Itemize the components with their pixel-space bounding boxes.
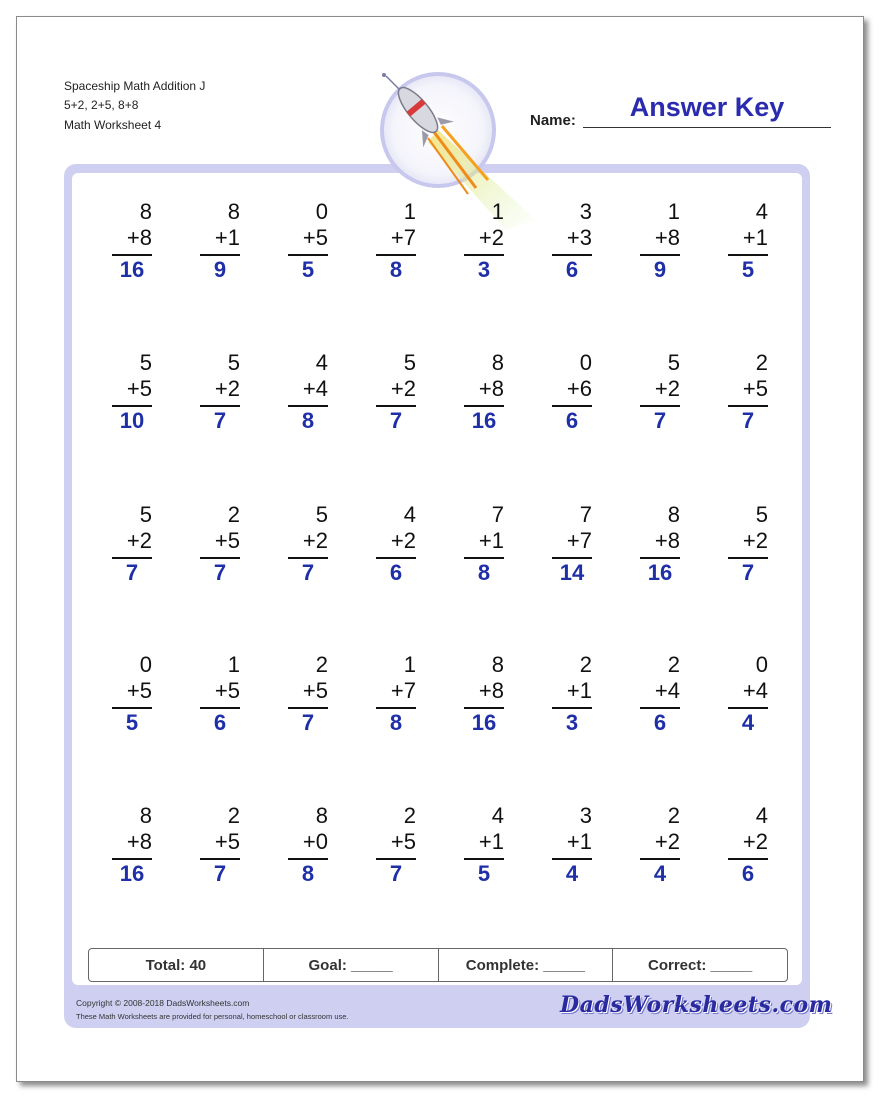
addend-bottom: +6 <box>566 376 592 401</box>
addend-bottom: +8 <box>126 829 152 854</box>
addition-problem <box>728 803 768 887</box>
addend-bottom: +4 <box>654 678 680 703</box>
addend-top: 4 <box>315 350 328 375</box>
addend-bottom: +8 <box>654 225 680 250</box>
sum-line <box>640 707 680 709</box>
addition-problem <box>464 803 504 887</box>
addend-bottom: +0 <box>302 829 328 854</box>
addition-problem <box>464 350 504 434</box>
addend-top: 0 <box>579 350 592 375</box>
addition-problem <box>552 502 592 586</box>
sum-line <box>200 858 240 860</box>
sum-line <box>288 405 328 407</box>
addend-top: 4 <box>755 803 768 828</box>
answer: 9 <box>653 257 667 282</box>
answer: 16 <box>119 861 145 886</box>
addend-bottom: +5 <box>214 829 240 854</box>
answer: 16 <box>471 408 497 433</box>
addend-bottom: +2 <box>214 376 240 401</box>
addend-bottom: +2 <box>302 528 328 553</box>
addend-top: 0 <box>139 652 152 677</box>
addition-problem <box>112 803 152 887</box>
sum-line <box>112 557 152 559</box>
addition-problem <box>200 199 240 283</box>
addition-problem <box>728 652 768 736</box>
addend-top: 0 <box>755 652 768 677</box>
sum-line <box>376 405 416 407</box>
sum-line <box>552 557 592 559</box>
answer: 5 <box>477 861 491 886</box>
answer: 5 <box>301 257 315 282</box>
answer: 7 <box>741 560 755 585</box>
addend-top: 1 <box>667 199 680 224</box>
addend-bottom: +3 <box>566 225 592 250</box>
answer: 16 <box>119 257 145 282</box>
addend-bottom: +4 <box>302 376 328 401</box>
addend-top: 4 <box>403 502 416 527</box>
sum-line <box>640 557 680 559</box>
addend-top: 1 <box>403 652 416 677</box>
answer: 7 <box>213 861 227 886</box>
sum-line <box>728 254 768 256</box>
answer: 16 <box>471 710 497 735</box>
answer: 6 <box>653 710 667 735</box>
addition-problem <box>288 350 328 434</box>
answer: 4 <box>741 710 755 735</box>
addend-top: 7 <box>579 502 592 527</box>
sum-line <box>112 858 152 860</box>
sum-line <box>200 254 240 256</box>
addend-top: 0 <box>315 199 328 224</box>
sum-line <box>288 707 328 709</box>
complete-cell: Complete: _____ <box>439 949 614 981</box>
name-label: Name: <box>530 112 576 129</box>
addition-problem <box>376 199 416 283</box>
answer: 7 <box>389 861 403 886</box>
sum-line <box>464 557 504 559</box>
addend-top: 8 <box>491 652 504 677</box>
answer: 8 <box>389 257 403 282</box>
addition-problem <box>640 350 680 434</box>
addend-bottom: +7 <box>390 225 416 250</box>
addend-top: 2 <box>315 652 328 677</box>
addend-top: 2 <box>227 502 240 527</box>
addition-problem <box>200 803 240 887</box>
sum-line <box>728 557 768 559</box>
addend-top: 5 <box>139 502 152 527</box>
addend-bottom: +1 <box>566 829 592 854</box>
sum-line <box>376 707 416 709</box>
addition-problem <box>552 803 592 887</box>
addend-bottom: +4 <box>742 678 768 703</box>
answer: 7 <box>301 560 315 585</box>
answer: 9 <box>213 257 227 282</box>
addend-top: 2 <box>227 803 240 828</box>
addition-problem <box>464 652 504 736</box>
answer: 7 <box>213 560 227 585</box>
addition-problem <box>640 502 680 586</box>
sum-line <box>376 858 416 860</box>
addend-top: 2 <box>667 652 680 677</box>
answer: 6 <box>213 710 227 735</box>
addend-bottom: +1 <box>566 678 592 703</box>
sum-line <box>728 707 768 709</box>
addend-bottom: +8 <box>654 528 680 553</box>
addend-top: 3 <box>579 199 592 224</box>
addend-bottom: +2 <box>390 528 416 553</box>
worksheet-subtitle: Math Worksheet 4 <box>64 118 162 132</box>
addition-problem <box>288 803 328 887</box>
addend-bottom: +5 <box>126 678 152 703</box>
addend-top: 5 <box>403 350 416 375</box>
sum-line <box>552 405 592 407</box>
addend-bottom: +2 <box>654 829 680 854</box>
addition-problem <box>200 652 240 736</box>
addition-problem <box>640 803 680 887</box>
sum-line <box>200 405 240 407</box>
sum-line <box>640 254 680 256</box>
answer: 3 <box>565 710 579 735</box>
addend-bottom: +1 <box>478 528 504 553</box>
sum-line <box>288 858 328 860</box>
copyright-text: Copyright © 2008-2018 DadsWorksheets.com <box>76 998 250 1008</box>
addition-problem <box>288 199 328 283</box>
answer: 8 <box>301 408 315 433</box>
sum-line <box>464 254 504 256</box>
addend-top: 5 <box>667 350 680 375</box>
answer: 6 <box>565 408 579 433</box>
sum-line <box>200 557 240 559</box>
sum-line <box>552 254 592 256</box>
addend-bottom: +1 <box>742 225 768 250</box>
addition-problem <box>200 502 240 586</box>
sum-line <box>640 858 680 860</box>
addend-bottom: +5 <box>214 528 240 553</box>
addition-problem <box>376 652 416 736</box>
sum-line <box>376 254 416 256</box>
addition-problem <box>288 652 328 736</box>
addend-top: 5 <box>227 350 240 375</box>
answer: 6 <box>389 560 403 585</box>
addition-problem <box>728 502 768 586</box>
addend-top: 8 <box>491 350 504 375</box>
answer: 8 <box>389 710 403 735</box>
addition-problem <box>288 502 328 586</box>
addend-bottom: +2 <box>126 528 152 553</box>
addend-bottom: +2 <box>654 376 680 401</box>
addend-top: 5 <box>139 350 152 375</box>
addition-problem <box>552 199 592 283</box>
addend-bottom: +2 <box>742 528 768 553</box>
addition-problem <box>728 350 768 434</box>
sum-line <box>728 858 768 860</box>
addition-problem <box>552 350 592 434</box>
addend-top: 1 <box>491 199 504 224</box>
sum-line <box>376 557 416 559</box>
addend-bottom: +5 <box>390 829 416 854</box>
addend-top: 8 <box>227 199 240 224</box>
addend-bottom: +7 <box>390 678 416 703</box>
addition-problem <box>112 199 152 283</box>
addend-bottom: +2 <box>742 829 768 854</box>
addend-bottom: +5 <box>126 376 152 401</box>
addend-top: 2 <box>755 350 768 375</box>
addend-top: 8 <box>315 803 328 828</box>
addend-bottom: +7 <box>566 528 592 553</box>
addend-bottom: +2 <box>478 225 504 250</box>
addend-top: 8 <box>139 199 152 224</box>
addend-top: 4 <box>755 199 768 224</box>
addend-top: 5 <box>755 502 768 527</box>
addend-top: 2 <box>403 803 416 828</box>
answer: 4 <box>653 861 667 886</box>
answer: 16 <box>647 560 673 585</box>
sum-line <box>112 405 152 407</box>
addend-bottom: +5 <box>302 225 328 250</box>
answer: 3 <box>477 257 491 282</box>
answer: 4 <box>565 861 579 886</box>
sum-line <box>464 707 504 709</box>
addition-problem <box>376 350 416 434</box>
problem-area <box>72 173 802 985</box>
score-box <box>88 948 788 982</box>
answer: 7 <box>301 710 315 735</box>
addend-top: 4 <box>491 803 504 828</box>
sum-line <box>552 858 592 860</box>
addition-problem <box>112 502 152 586</box>
addition-problem <box>728 199 768 283</box>
answer: 7 <box>741 408 755 433</box>
total-cell: Total: 40 <box>89 949 264 981</box>
sum-line <box>552 707 592 709</box>
brand-logo: DadsWorksheets.com <box>560 992 833 1018</box>
answer: 6 <box>565 257 579 282</box>
answer: 14 <box>559 560 585 585</box>
answer: 8 <box>301 861 315 886</box>
answer: 6 <box>741 861 755 886</box>
addition-problem <box>112 350 152 434</box>
answer: 5 <box>741 257 755 282</box>
answer: 7 <box>653 408 667 433</box>
name-field-line <box>583 127 831 128</box>
addend-bottom: +1 <box>478 829 504 854</box>
addend-bottom: +2 <box>390 376 416 401</box>
answer: 7 <box>213 408 227 433</box>
sum-line <box>288 557 328 559</box>
worksheet-title: Spaceship Math Addition J <box>64 79 206 93</box>
addend-top: 5 <box>315 502 328 527</box>
usage-text: These Math Worksheets are provided for personal, homeschool or classroom use. <box>76 1012 349 1021</box>
addend-top: 2 <box>667 803 680 828</box>
addition-problem <box>640 652 680 736</box>
addend-top: 7 <box>491 502 504 527</box>
sum-line <box>640 405 680 407</box>
addend-bottom: +5 <box>214 678 240 703</box>
addend-bottom: +8 <box>126 225 152 250</box>
answer: 8 <box>477 560 491 585</box>
addend-top: 2 <box>579 652 592 677</box>
sum-line <box>728 405 768 407</box>
sum-line <box>112 254 152 256</box>
addition-problem <box>376 502 416 586</box>
addend-bottom: +5 <box>302 678 328 703</box>
addition-problem <box>640 199 680 283</box>
addend-top: 1 <box>403 199 416 224</box>
addend-top: 8 <box>667 502 680 527</box>
sum-line <box>112 707 152 709</box>
addend-bottom: +8 <box>478 678 504 703</box>
addition-problem <box>376 803 416 887</box>
addition-problem <box>200 350 240 434</box>
correct-cell: Correct: _____ <box>648 956 753 974</box>
answer: 7 <box>389 408 403 433</box>
addend-top: 1 <box>227 652 240 677</box>
sum-line <box>464 405 504 407</box>
addition-problem <box>552 652 592 736</box>
addend-top: 3 <box>579 803 592 828</box>
answer-key-text: Answer Key <box>629 92 785 122</box>
sum-line <box>288 254 328 256</box>
addend-bottom: +1 <box>214 225 240 250</box>
addition-problem <box>112 652 152 736</box>
goal-cell: Goal: _____ <box>264 949 439 981</box>
answer: 7 <box>125 560 139 585</box>
addend-bottom: +5 <box>742 376 768 401</box>
addition-problem <box>464 199 504 283</box>
worksheet-facts: 5+2, 2+5, 8+8 <box>64 98 139 112</box>
addition-problem <box>464 502 504 586</box>
sum-line <box>200 707 240 709</box>
answer: 5 <box>125 710 139 735</box>
answer: 10 <box>119 408 145 433</box>
sum-line <box>464 858 504 860</box>
addend-top: 8 <box>139 803 152 828</box>
addend-bottom: +8 <box>478 376 504 401</box>
